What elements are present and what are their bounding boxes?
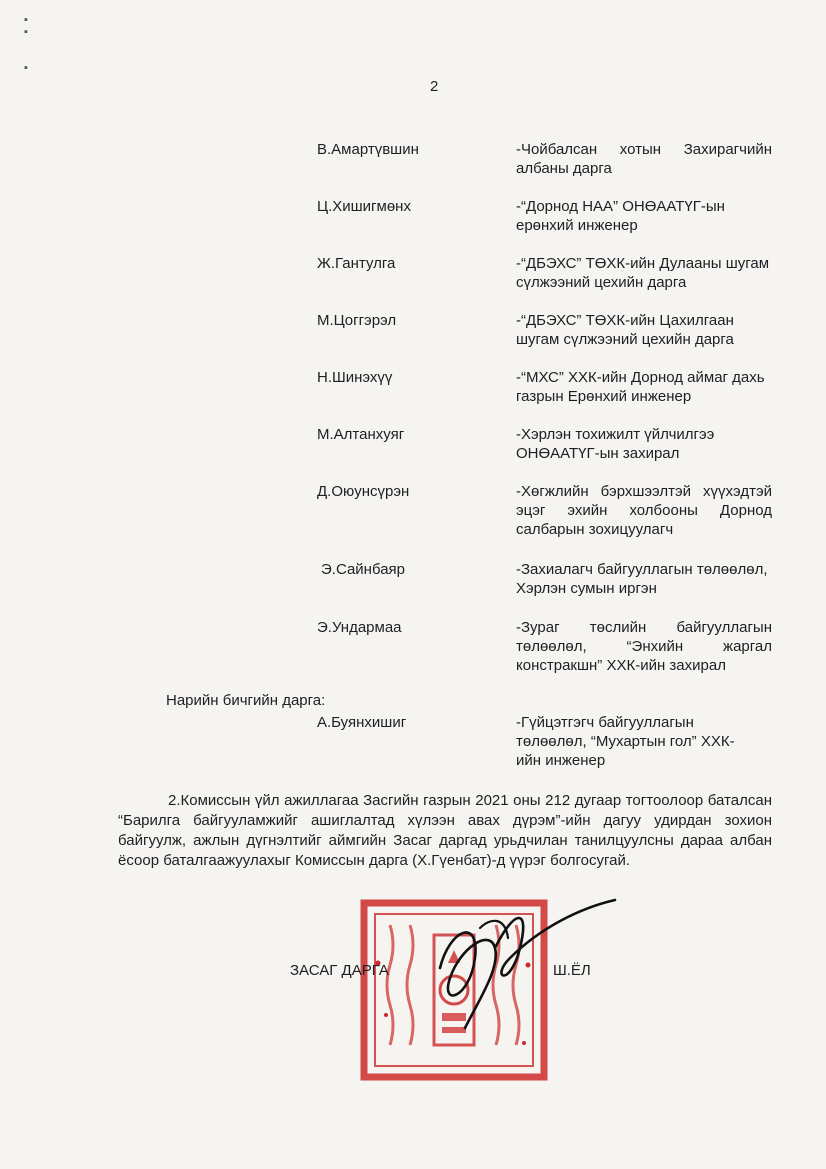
member-role: -Чойбалсан хотын Захирагчийн албаны дарга — [516, 141, 772, 177]
member-role: -Зураг төслийн байгууллагын төлөөлөл, “Энхийн жаргал констракшн” ХХК-ийн захирал — [516, 619, 772, 674]
member-name: Ц.Хишигмөнх — [317, 198, 411, 215]
secretary-role: -Гүйцэтгэгч байгууллагын төлөөлөл, “Мухартын гол” ХХК-ийн инженер — [516, 714, 735, 769]
member-role: -Хэрлэн тохижилт үйлчилгээ ОНӨААТҮГ-ын захирал — [516, 426, 715, 462]
scan-mark: ▪ ▪ — [24, 14, 28, 38]
member-role: -“ДБЭХС” ТӨХК-ийн Цахилгаан шугам сүлжээний цехийн дарга — [516, 312, 734, 348]
member-role: -“Дорнод НАА” ОНӨААТҮГ-ын ерөнхий инженер — [516, 198, 725, 234]
member-name: М.Алтанхуяг — [317, 426, 405, 443]
signatory-name: Ш.ЁЛ — [553, 962, 591, 979]
secretary-name: А.Буянхишиг — [317, 714, 407, 731]
paragraph-2: 2.Комиссын үйл ажиллагаа Засгийн газрын 2021 оны 212 дугаар тогтоолоор баталсан “Барилга байгууламжийг ашиглалтад хүлээн авах дүрэм”-ийн дагуу удирдан зохион байгуулж, ажлын дүгнэлтийг аймгийн Засаг даргад урьдчилан танилцуулсны дараа албан ёсоор баталгаажуулахыг Комиссын дарга (Х.Гүенбат)-д үүрэг болгосугай. — [118, 792, 772, 869]
scan-mark: ▪ — [24, 62, 28, 74]
member-name: М.Цоггэрэл — [317, 312, 397, 329]
member-role: -Захиалагч байгууллагын төлөөлөл, Хэрлэн сумын иргэн — [516, 561, 768, 597]
page-number: 2 — [430, 78, 439, 95]
member-name: Д.Оюунсүрэн — [317, 483, 410, 500]
member-role: -Хөгжлийн бэрхшээлтэй хүүхэдтэй эцэг эхийн холбооны Дорнод салбарын зохицуулагч — [516, 483, 772, 538]
member-name: Э.Ундармаа — [317, 619, 402, 636]
member-role: -“ДБЭХС” ТӨХК-ийн Дулааны шугам сүлжээний цехийн дарга — [516, 255, 770, 291]
member-name: Ж.Гантулга — [317, 255, 396, 272]
member-name: В.Амартүвшин — [317, 141, 419, 158]
member-name: Н.Шинэхүү — [317, 369, 393, 386]
signatory-title: ЗАСАГ ДАРГА — [290, 962, 389, 979]
member-role: -“МХС” ХХК-ийн Дорнод аймаг дахь газрын Ерөнхий инженер — [516, 369, 765, 405]
member-name: Э.Сайнбаяр — [321, 561, 406, 578]
secretary-heading: Нарийн бичгийн дарга: — [166, 692, 326, 709]
